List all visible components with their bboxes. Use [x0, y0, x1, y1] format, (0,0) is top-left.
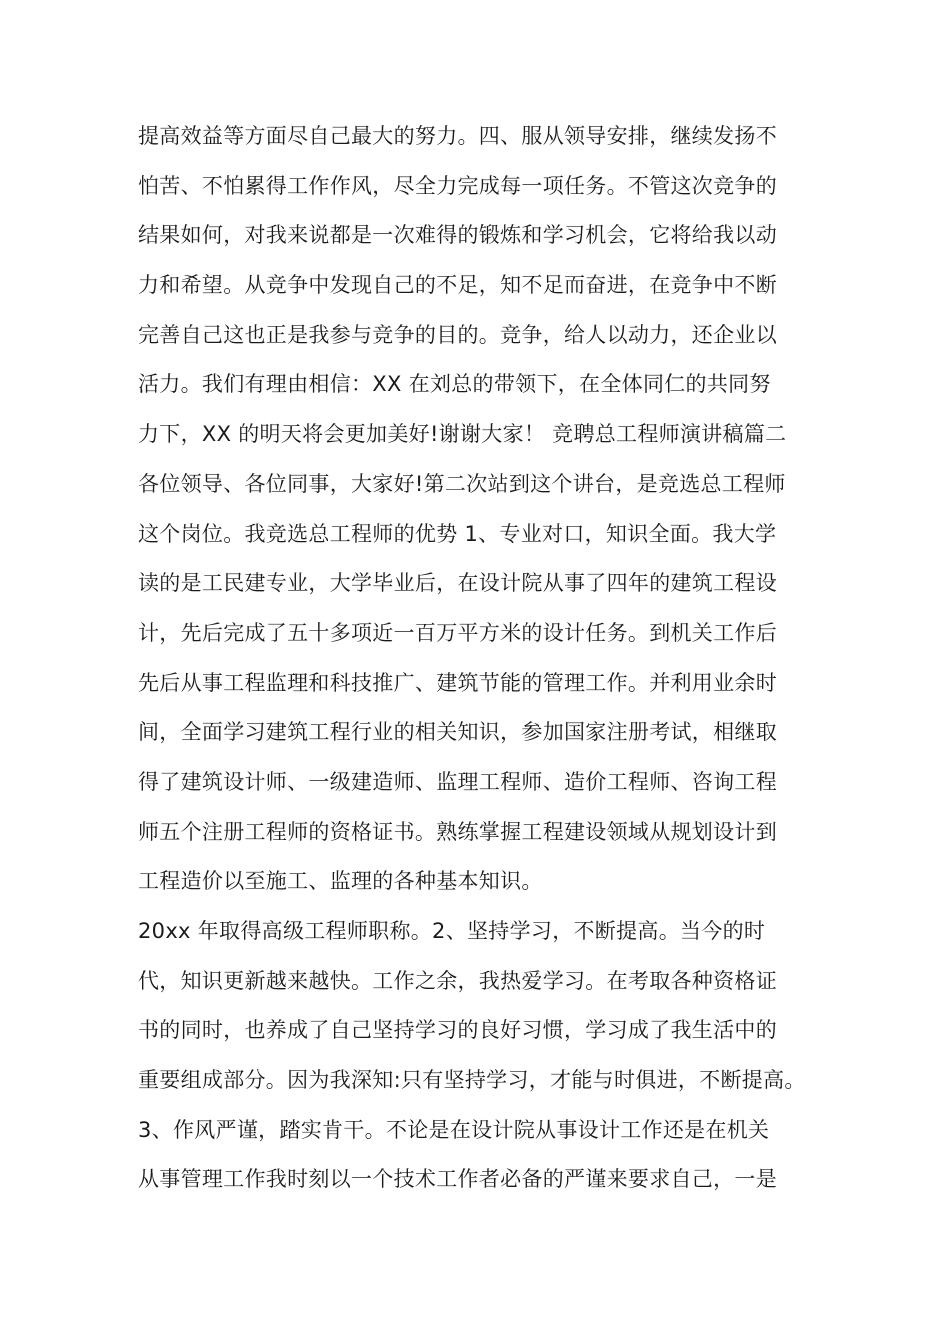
text-line: 计，先后完成了五十多项近一百万平方米的设计任务。到机关工作后	[138, 620, 777, 645]
text-line: 提高效益等方面尽自己最大的努力。四、服从领导安排，继续发扬不	[138, 124, 777, 148]
text-line: 读的是工民建专业，大学毕业后，在设计院从事了四年的建筑工程设	[138, 571, 777, 596]
text-line: 代，知识更新越来越快。工作之余，我热爱学习。在考取各种资格证	[138, 968, 777, 993]
text-line: 师五个注册工程师的资格证书。熟练掌握工程建设领域从规划设计到	[138, 819, 777, 844]
text-line: 怕苦、不怕累得工作作风，尽全力完成每一项任务。不管这次竞争的	[138, 173, 777, 198]
text-line: 工程造价以至施工、监理的各种基本知识。	[138, 869, 543, 894]
text-line: 20xx 年取得高级工程师职称。2、坚持学习，不断提高。当今的时	[138, 919, 766, 943]
text-line: 重要组成部分。因为我深知:只有坚持学习，才能与时俱进，不断提高。	[138, 1068, 806, 1093]
text-line: 活力。我们有理由相信：XX 在刘总的带领下，在全体同仁的共同努	[138, 372, 771, 397]
text-line: 间，全面学习建筑工程行业的相关知识，参加国家注册考试，相继取	[138, 720, 777, 745]
text-line: 这个岗位。我竞选总工程师的优势 1、专业对口，知识全面。我大学	[138, 521, 777, 546]
text-line: 3、作风严谨，踏实肯干。不论是在设计院从事设计工作还是在机关	[138, 1117, 770, 1142]
text-line: 从事管理工作我时刻以一个技术工作者必备的严谨来要求自己，一是	[138, 1167, 777, 1192]
text-line: 力下，XX 的明天将会更加美好!谢谢大家！ 竞聘总工程师演讲稿篇二	[138, 422, 787, 447]
text-line: 书的同时，也养成了自己坚持学习的良好习惯，学习成了我生活中的	[138, 1018, 777, 1043]
body-text	[138, 112, 838, 1205]
text-line: 先后从事工程监理和科技推广、建筑节能的管理工作。并利用业余时	[138, 670, 777, 695]
text-line: 各位领导、各位同事，大家好!第二次站到这个讲台，是竞选总工程师	[138, 471, 786, 496]
text-line: 得了建筑设计师、一级建造师、监理工程师、造价工程师、咨询工程	[138, 769, 777, 794]
text-line: 力和希望。从竞争中发现自己的不足，知不足而奋进，在竞争中不断	[138, 273, 777, 298]
text-line: 完善自己这也正是我参与竞争的目的。竞争，给人以动力，还企业以	[138, 322, 777, 347]
text-line: 结果如何，对我来说都是一次难得的锻炼和学习机会，它将给我以动	[138, 223, 777, 248]
